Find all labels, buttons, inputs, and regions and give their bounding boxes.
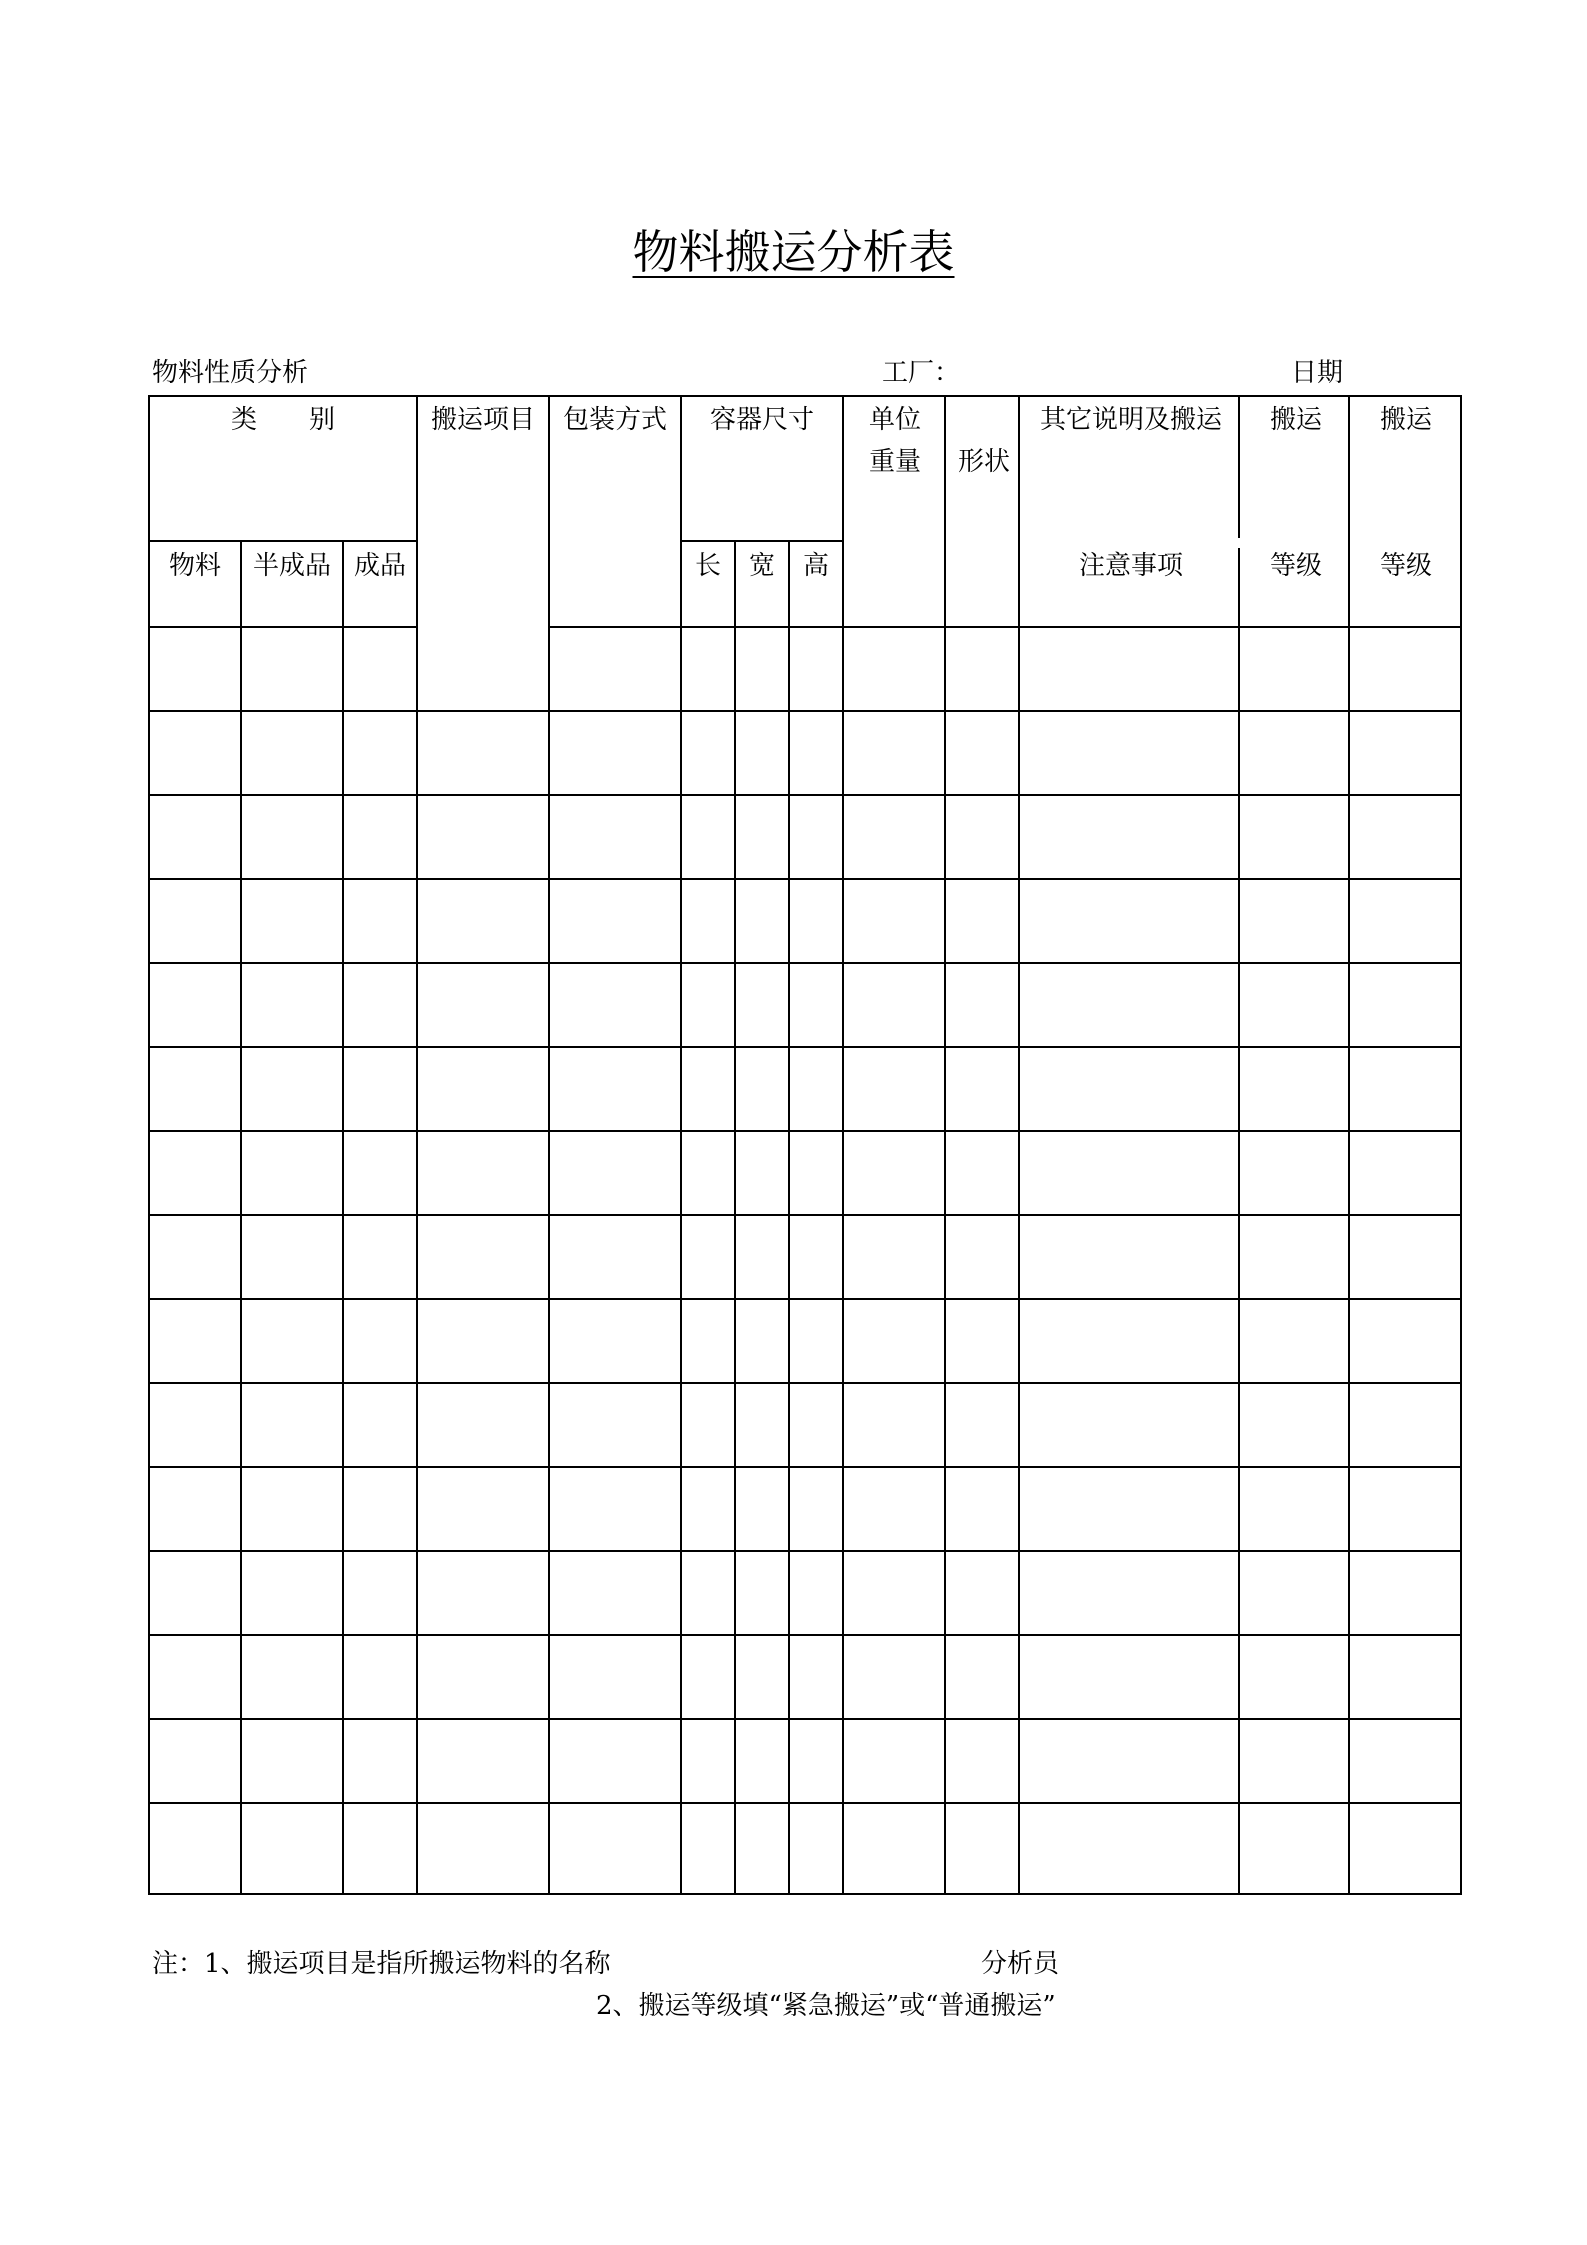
grid-line-v (788, 540, 790, 1895)
grid-line-h (148, 626, 416, 628)
grid-line-h (148, 1382, 1462, 1384)
grid-line-h (148, 1802, 1462, 1804)
grid-line-h (682, 540, 844, 542)
header-grade-b-1: 搬运 (1379, 405, 1432, 435)
grid-line-h (148, 1718, 1462, 1720)
grid-line-h (148, 794, 1462, 796)
grid-line-h (148, 1550, 1462, 1552)
factory-label: 工厂： (882, 358, 961, 388)
date-label: 日期 (1291, 358, 1344, 388)
header-shape: 形状 (957, 447, 1010, 477)
grid-line-v (842, 395, 844, 1895)
grid-line-h (148, 1130, 1462, 1132)
grid-line-v (1238, 548, 1240, 1895)
grid-line-v (548, 395, 550, 1895)
header-container-size: 容器尺寸 (709, 405, 814, 435)
header-item: 搬运项目 (430, 405, 535, 435)
header-packaging: 包装方式 (562, 405, 667, 435)
grid-line-v (1018, 395, 1020, 1895)
grid-line-h (148, 878, 1462, 880)
header-material: 物料 (168, 551, 221, 581)
grid-line-v (944, 540, 946, 1895)
header-height: 高 (802, 551, 829, 581)
header-length: 长 (694, 551, 721, 581)
footer-analyst: 分析员 (981, 1949, 1060, 1979)
header-notes-1: 其它说明及搬运 (1039, 405, 1222, 435)
header-grade-a-1: 搬运 (1269, 405, 1322, 435)
grid-line-v (240, 540, 242, 1895)
grid-line-h (148, 1634, 1462, 1636)
header-semi-finished: 半成品 (252, 551, 331, 581)
footer-note-1: 注：1、搬运项目是指所搬运物料的名称 (152, 1949, 611, 1979)
grid-line-h (148, 1298, 1462, 1300)
grid-line-h (148, 1046, 1462, 1048)
page-title: 物料搬运分析表 (632, 225, 955, 279)
grid-line-v (1348, 395, 1350, 1895)
header-width: 宽 (748, 551, 775, 581)
grid-line-v (734, 540, 736, 1895)
grid-line-h (148, 540, 416, 542)
grid-line-h (148, 1466, 1462, 1468)
grid-line-h (148, 962, 1462, 964)
header-category: 类 别 (230, 405, 335, 435)
grid-line-h (550, 626, 1462, 628)
section-label: 物料性质分析 (152, 358, 309, 388)
header-unit-weight-2: 重量 (868, 447, 921, 477)
analysis-table (148, 395, 1462, 1895)
grid-line-h (148, 710, 1462, 712)
header-finished: 成品 (353, 551, 406, 581)
grid-line-v (680, 395, 682, 1895)
grid-line-v (342, 540, 344, 1895)
header-notes-2: 注意事项 (1078, 551, 1183, 581)
grid-line-v (416, 395, 418, 1895)
grid-line-h (148, 1214, 1462, 1216)
header-grade-b-2: 等级 (1379, 551, 1432, 581)
footer-note-2: 2、搬运等级填“紧急搬运”或“普通搬运” (596, 1991, 1056, 2021)
header-grade-a-2: 等级 (1269, 551, 1322, 581)
header-unit-weight-1: 单位 (868, 405, 921, 435)
